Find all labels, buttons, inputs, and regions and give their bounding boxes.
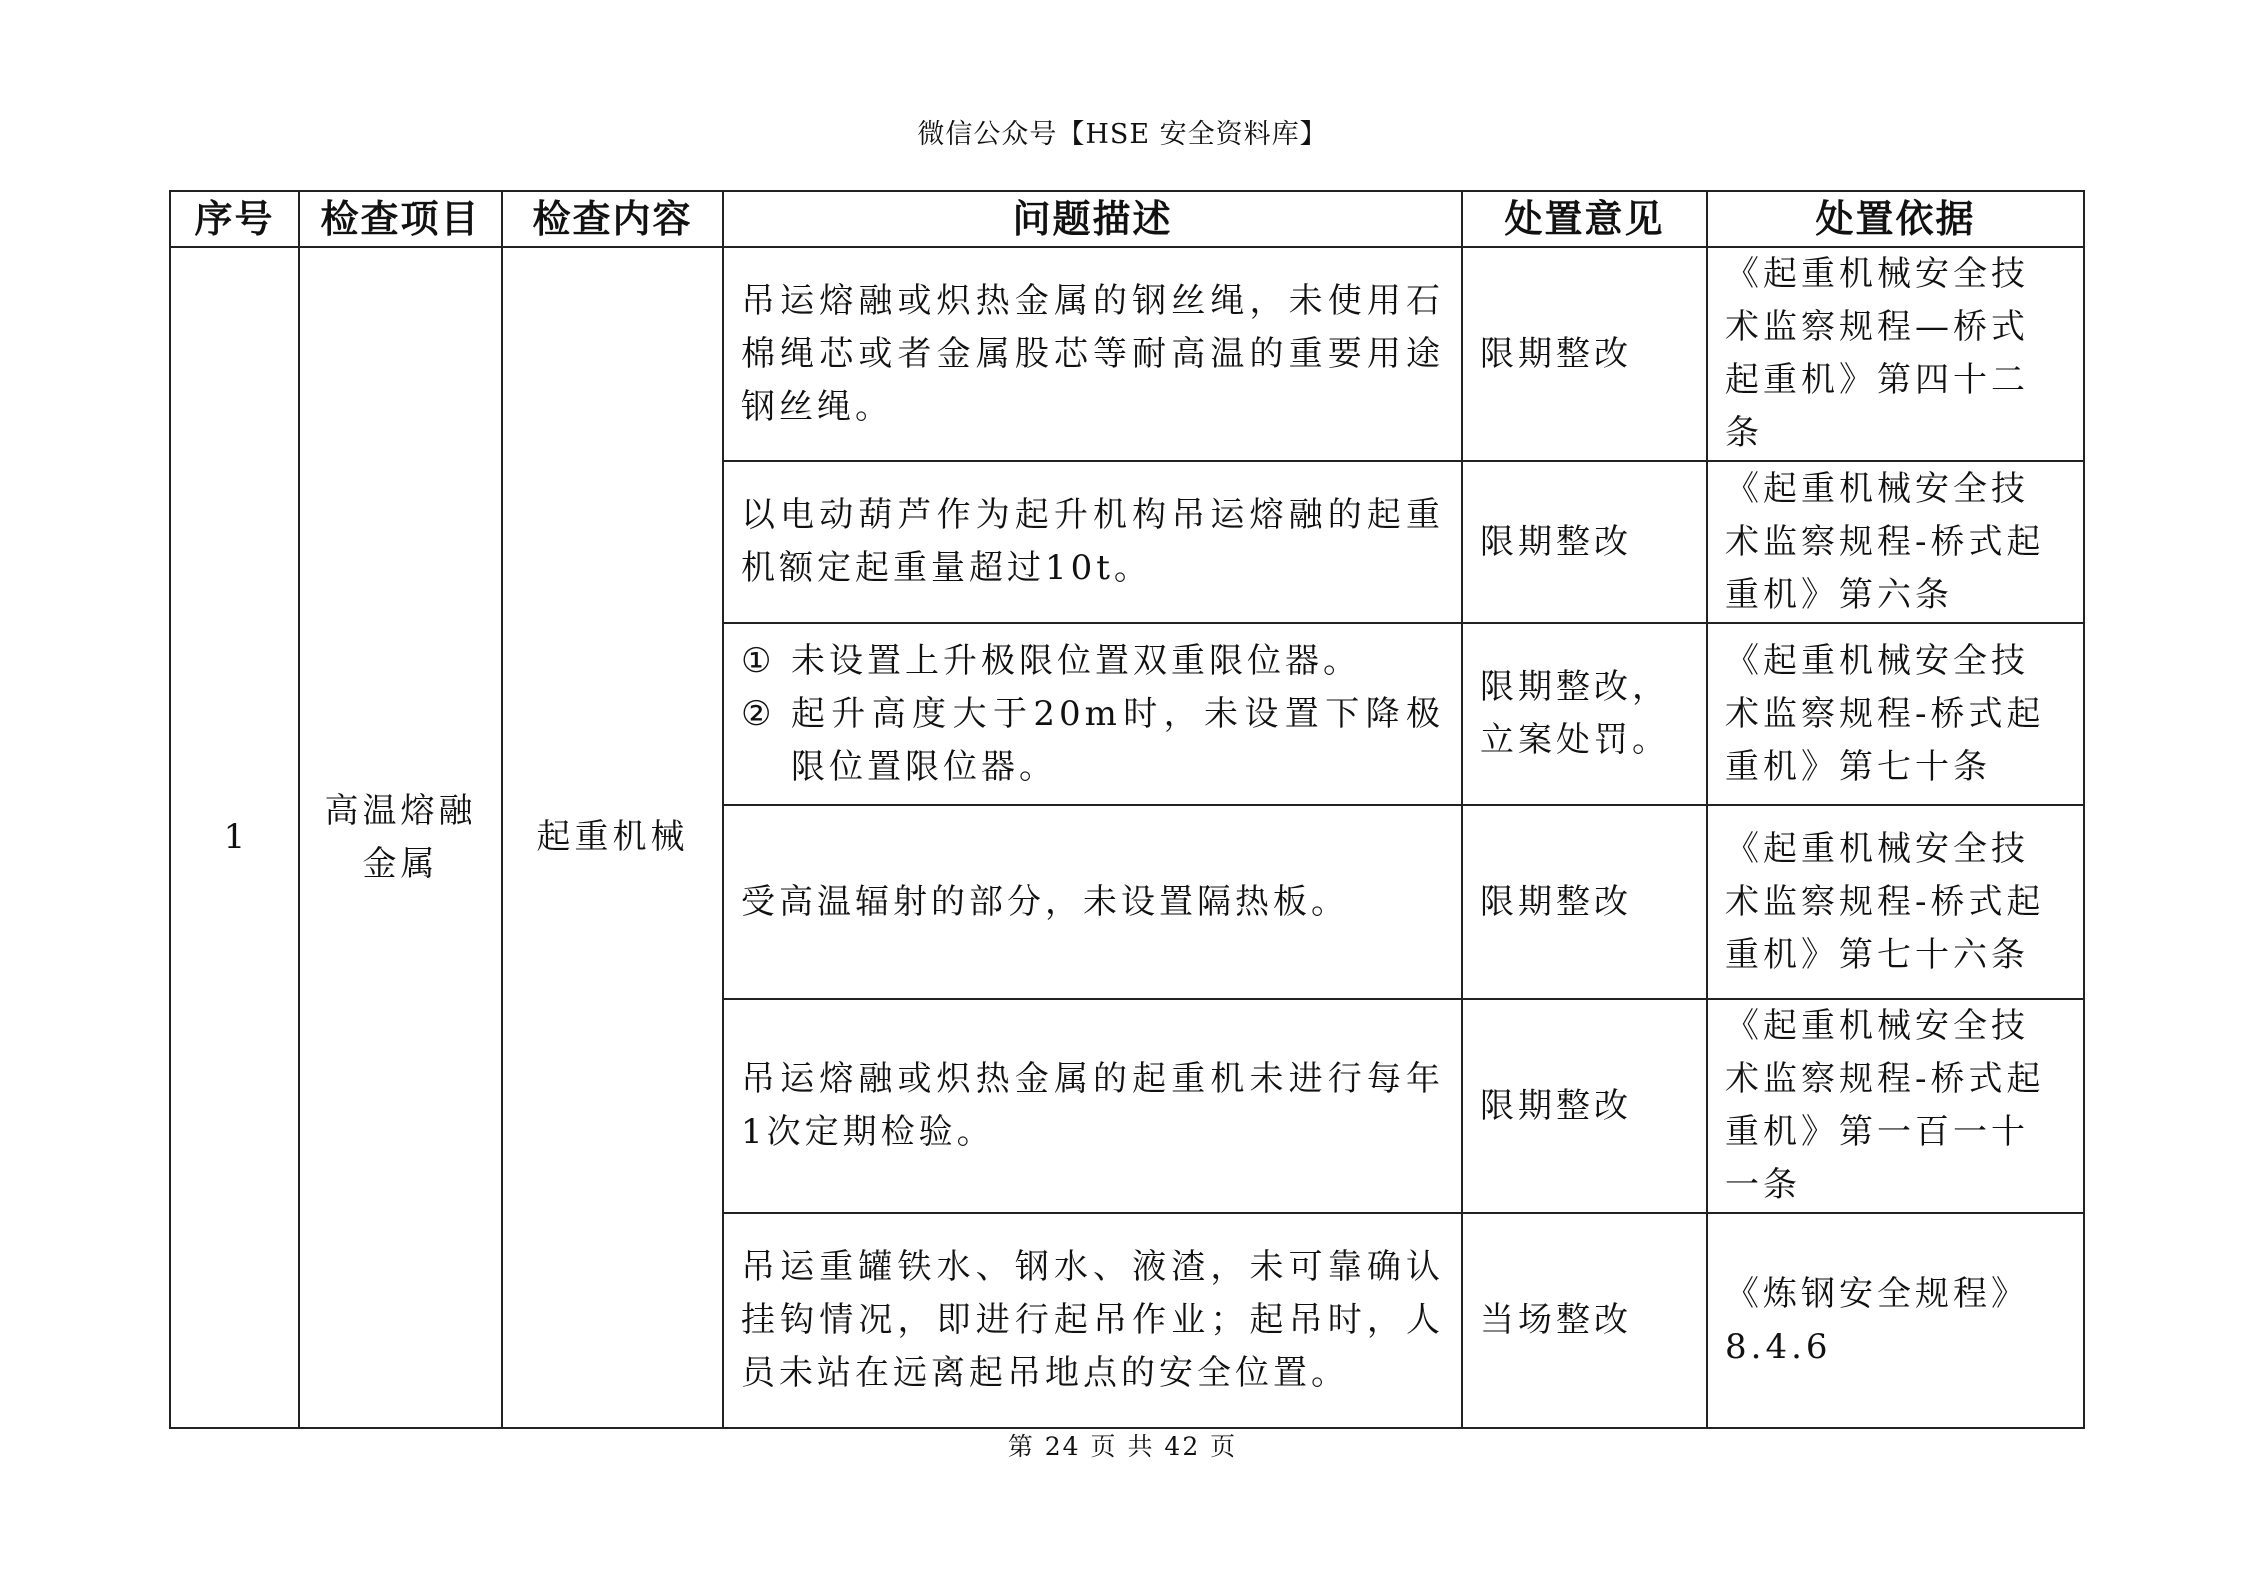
header-index: 序号	[170, 191, 299, 247]
page-header: 微信公众号【HSE 安全资料库】	[917, 119, 1328, 150]
header-content: 检查内容	[502, 191, 723, 247]
cell-description: 受高温辐射的部分，未设置隔热板。	[723, 805, 1462, 999]
list-marker: ①	[741, 640, 776, 681]
cell-basis: 《炼钢安全规程》8.4.6	[1707, 1213, 2084, 1428]
cell-content: 起重机械	[502, 247, 723, 1428]
list-text: 未设置上升极限位置双重限位器。	[791, 640, 1361, 681]
inspection-table	[169, 190, 2085, 1429]
cell-description: 以电动葫芦作为起升机构吊运熔融的起重机额定起重量超过10t。	[723, 461, 1462, 623]
header-basis: 处置依据	[1707, 191, 2084, 247]
cell-opinion: 限期整改	[1462, 805, 1707, 999]
cell-description	[723, 623, 1462, 805]
cell-description: 吊运熔融或炽热金属的起重机未进行每年1次定期检验。	[723, 999, 1462, 1213]
cell-opinion: 限期整改	[1462, 247, 1707, 461]
cell-basis: 《起重机械安全技术监察规程-桥式起重机》第六条	[1707, 461, 2084, 623]
cell-opinion: 限期整改	[1462, 461, 1707, 623]
header-opinion: 处置意见	[1462, 191, 1707, 247]
header-description: 问题描述	[723, 191, 1462, 247]
table-header-row	[170, 191, 2084, 247]
cell-description: 吊运熔融或炽热金属的钢丝绳，未使用石棉绳芯或者金属股芯等耐高温的重要用途钢丝绳。	[723, 247, 1462, 461]
page-footer: 第 24 页 共 42 页	[1007, 1432, 1238, 1461]
cell-basis: 《起重机械安全技术监察规程-桥式起重机》第七十条	[1707, 623, 2084, 805]
cell-index: 1	[170, 247, 299, 1428]
cell-description: 吊运重罐铁水、钢水、液渣，未可靠确认挂钩情况，即进行起吊作业；起吊时，人员未站在远离起吊地点的安全位置。	[723, 1213, 1462, 1428]
list-text: 起升高度大于20m时，未设置下降极限位置限位器。	[791, 693, 1444, 787]
cell-opinion: 当场整改	[1462, 1213, 1707, 1428]
list-item	[741, 688, 1444, 794]
header-item: 检查项目	[299, 191, 502, 247]
list-marker: ②	[741, 693, 776, 734]
cell-opinion: 限期整改	[1462, 999, 1707, 1213]
cell-basis: 《起重机械安全技术监察规程-桥式起重机》第一百一十一条	[1707, 999, 2084, 1213]
cell-opinion: 限期整改，立案处罚。	[1462, 623, 1707, 805]
cell-basis: 《起重机械安全技术监察规程-桥式起重机》第七十六条	[1707, 805, 2084, 999]
cell-item: 高温熔融金属	[299, 247, 502, 1428]
table-row	[170, 247, 2084, 461]
cell-basis: 《起重机械安全技术监察规程—桥式起重机》第四十二条	[1707, 247, 2084, 461]
list-item	[741, 635, 1444, 688]
